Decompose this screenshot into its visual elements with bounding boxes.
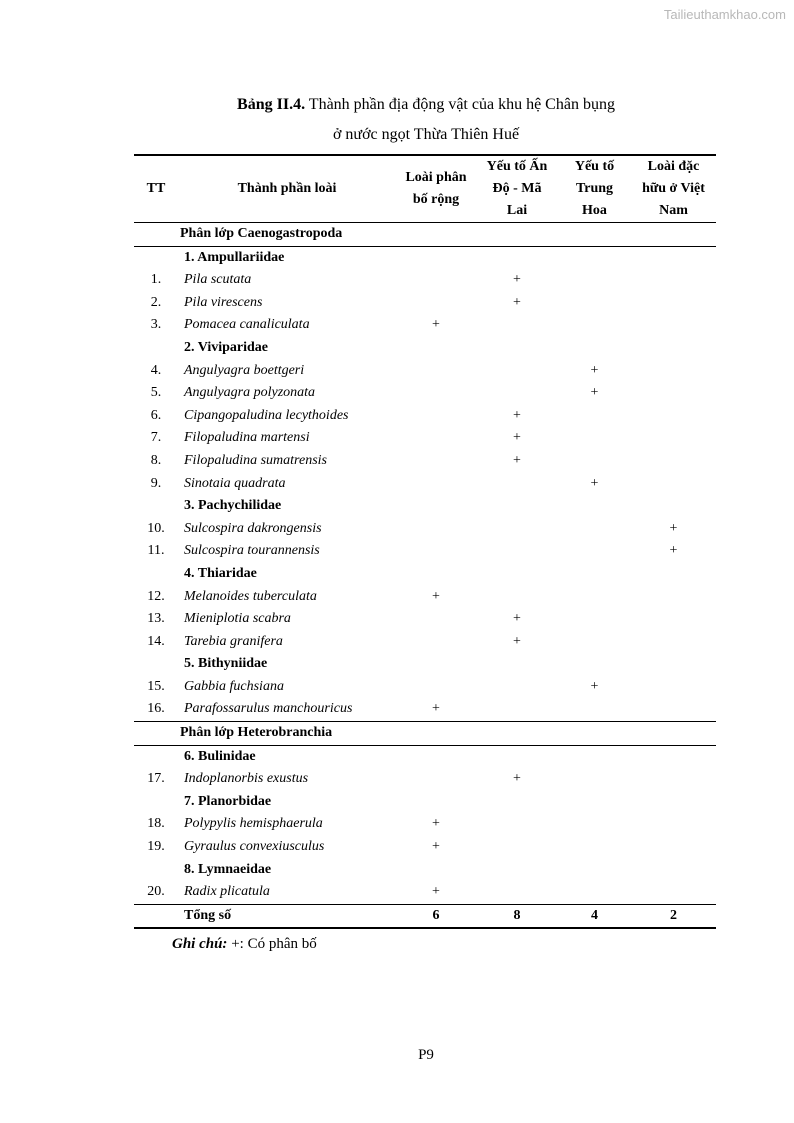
note-label: Ghi chú: — [172, 936, 228, 952]
cell-indo-malay — [476, 836, 558, 859]
table-row — [134, 360, 716, 383]
header-endemic-l2: hữu ở Việt — [642, 181, 705, 196]
family-c2 — [476, 246, 558, 269]
species-number: 1. — [150, 272, 162, 288]
family-c4 — [631, 745, 716, 768]
family-c2 — [476, 653, 558, 676]
cell-widespread: + — [432, 317, 440, 333]
family-c4 — [631, 495, 716, 518]
cell-indo-malay — [476, 698, 558, 721]
species-name: Polypylis hemisphaerula — [184, 816, 323, 832]
cell-indo-malay — [476, 881, 558, 904]
header-china-l1: Yếu tố — [574, 159, 615, 174]
family-c1 — [396, 337, 476, 360]
table-row — [134, 676, 716, 699]
species-name: Mieniplotia scabra — [184, 611, 291, 627]
cell-endemic — [631, 768, 716, 791]
cell-china — [558, 608, 631, 631]
cell-endemic — [631, 631, 716, 654]
header-endemic-l3: Nam — [659, 203, 688, 218]
header-tt: TT — [134, 155, 178, 223]
family-c1 — [396, 745, 476, 768]
family-name: 2. Viviparidae — [184, 339, 269, 355]
header-endemic-l1: Loài đặc — [647, 159, 700, 174]
family-row — [134, 563, 716, 586]
cell-indo-malay: + — [513, 771, 521, 787]
cell-china — [558, 405, 631, 428]
cell-china: + — [590, 385, 599, 401]
cell-widespread: + — [432, 884, 440, 900]
cell-endemic: + — [669, 520, 678, 536]
cell-indo-malay: + — [513, 272, 521, 288]
cell-china — [558, 836, 631, 859]
family-tt — [134, 745, 178, 768]
species-name: Sulcospira tourannensis — [184, 543, 320, 559]
cell-china — [558, 540, 631, 563]
header-indo-malay-l3: Lai — [506, 203, 528, 218]
family-c3 — [558, 337, 631, 360]
watermark: Tailieuthamkhao.com — [663, 7, 786, 22]
cell-widespread: + — [432, 701, 440, 717]
cell-widespread — [396, 269, 476, 292]
cell-endemic — [631, 314, 716, 337]
cell-widespread — [396, 473, 476, 496]
total-row — [134, 904, 716, 928]
cell-indo-malay — [476, 314, 558, 337]
family-name: 4. Thiaridae — [184, 565, 257, 581]
family-tt — [134, 495, 178, 518]
cell-china: + — [590, 362, 599, 378]
table-title-text: Thành phần địa động vật của khu hệ Chân bụng — [308, 96, 615, 113]
table-title-number: Bảng II.4. — [237, 96, 306, 113]
subclass-name: Phân lớp Heterobranchia — [178, 722, 396, 746]
species-name: Tarebia granifera — [184, 633, 283, 649]
family-c3 — [558, 859, 631, 882]
subclass-c2 — [476, 223, 558, 247]
family-c3 — [558, 563, 631, 586]
family-c2 — [476, 859, 558, 882]
species-number: 7. — [150, 430, 162, 446]
header-china-l3: Hoa — [582, 203, 607, 218]
cell-endemic — [631, 881, 716, 904]
species-name: Pila virescens — [184, 294, 263, 310]
cell-endemic — [631, 292, 716, 315]
cell-endemic — [631, 405, 716, 428]
cell-endemic — [631, 836, 716, 859]
cell-china — [558, 518, 631, 541]
species-number: 12. — [147, 588, 165, 604]
cell-widespread: + — [432, 816, 440, 832]
species-number: 10. — [147, 520, 165, 536]
family-c1 — [396, 791, 476, 814]
table-row — [134, 292, 716, 315]
species-name: Gabbia fuchsiana — [184, 678, 284, 694]
family-c4 — [631, 859, 716, 882]
cell-indo-malay: + — [513, 407, 521, 423]
cell-widespread: + — [432, 588, 440, 604]
family-tt — [134, 563, 178, 586]
species-name: Gyraulus convexiusculus — [184, 839, 325, 855]
species-name: Angulyagra polyzonata — [184, 385, 316, 401]
cell-widespread — [396, 768, 476, 791]
cell-widespread — [396, 518, 476, 541]
cell-endemic — [631, 382, 716, 405]
cell-widespread — [396, 360, 476, 383]
family-name: 8. Lymnaeidae — [184, 861, 272, 877]
species-number: 19. — [147, 839, 165, 855]
header-china-l2: Trung — [575, 181, 614, 196]
subclass-name: Phân lớp Caenogastropoda — [178, 223, 396, 247]
header-indo-malay-l1: Yếu tố Ấn — [486, 159, 548, 174]
family-c1 — [396, 563, 476, 586]
cell-indo-malay: + — [513, 633, 521, 649]
species-number: 17. — [147, 771, 165, 787]
species-number: 4. — [150, 362, 162, 378]
family-row — [134, 791, 716, 814]
species-name: Sulcospira dakrongensis — [184, 520, 322, 536]
cell-indo-malay — [476, 676, 558, 699]
header-indo-malay — [476, 155, 558, 223]
header-widespread-l1: Loài phân — [405, 170, 467, 185]
species-number: 8. — [150, 452, 162, 468]
species-number: 18. — [147, 816, 165, 832]
table-row — [134, 540, 716, 563]
cell-endemic: + — [669, 543, 678, 559]
subclass-c1 — [396, 722, 476, 746]
species-number: 3. — [150, 317, 162, 333]
subclass-row — [134, 722, 716, 746]
family-c1 — [396, 653, 476, 676]
subclass-row — [134, 223, 716, 247]
cell-endemic — [631, 473, 716, 496]
table-row — [134, 881, 716, 904]
cell-china — [558, 881, 631, 904]
header-widespread — [396, 155, 476, 223]
family-c2 — [476, 791, 558, 814]
species-number: 9. — [150, 475, 162, 491]
header-endemic — [631, 155, 716, 223]
species-name: Pila scutata — [184, 272, 252, 288]
species-table — [134, 154, 716, 929]
cell-china — [558, 292, 631, 315]
species-name: Parafossarulus manchouricus — [184, 701, 353, 717]
total-china: 4 — [558, 904, 631, 928]
family-row — [134, 745, 716, 768]
table-header-row — [134, 155, 716, 223]
header-widespread-l2: bố rộng — [412, 192, 460, 207]
table-title-line2: ở nước ngọt Thừa Thiên Huế — [332, 126, 520, 143]
cell-china — [558, 698, 631, 721]
cell-widespread — [396, 608, 476, 631]
table-row — [134, 631, 716, 654]
cell-indo-malay: + — [513, 452, 521, 468]
species-name: Filopaludina sumatrensis — [184, 452, 327, 468]
family-c4 — [631, 337, 716, 360]
cell-endemic — [631, 269, 716, 292]
cell-endemic — [631, 698, 716, 721]
cell-endemic — [631, 450, 716, 473]
cell-widespread — [396, 405, 476, 428]
species-number: 6. — [150, 407, 162, 423]
family-c4 — [631, 653, 716, 676]
family-tt — [134, 791, 178, 814]
family-tt — [134, 653, 178, 676]
cell-china — [558, 768, 631, 791]
species-number: 2. — [150, 294, 162, 310]
subclass-tt — [134, 223, 178, 247]
cell-endemic — [631, 608, 716, 631]
page-number: P9 — [418, 1047, 434, 1063]
table-row — [134, 473, 716, 496]
family-c4 — [631, 246, 716, 269]
family-c4 — [631, 791, 716, 814]
family-c3 — [558, 791, 631, 814]
species-name: Angulyagra boettgeri — [184, 362, 305, 378]
table-row — [134, 450, 716, 473]
cell-china — [558, 631, 631, 654]
table-title — [0, 96, 794, 114]
table-row — [134, 608, 716, 631]
cell-indo-malay: + — [513, 611, 521, 627]
subclass-c1 — [396, 223, 476, 247]
cell-indo-malay — [476, 382, 558, 405]
family-c1 — [396, 246, 476, 269]
total-indo-malay: 8 — [476, 904, 558, 928]
table-row — [134, 314, 716, 337]
total-endemic: 2 — [631, 904, 716, 928]
family-name: 3. Pachychilidae — [184, 498, 282, 514]
family-c2 — [476, 495, 558, 518]
subclass-c4 — [631, 223, 716, 247]
subclass-c2 — [476, 722, 558, 746]
cell-widespread: + — [432, 839, 440, 855]
species-number: 20. — [147, 884, 165, 900]
species-number: 13. — [147, 611, 165, 627]
cell-widespread — [396, 540, 476, 563]
cell-china — [558, 813, 631, 836]
cell-indo-malay — [476, 360, 558, 383]
table-row — [134, 518, 716, 541]
family-tt — [134, 337, 178, 360]
cell-endemic — [631, 360, 716, 383]
cell-indo-malay — [476, 540, 558, 563]
family-row — [134, 337, 716, 360]
table-row — [134, 698, 716, 721]
family-name: 1. Ampullariidae — [184, 249, 285, 265]
header-indo-malay-l2: Độ - Mã — [492, 181, 542, 196]
cell-widespread — [396, 292, 476, 315]
family-row — [134, 495, 716, 518]
cell-china — [558, 269, 631, 292]
family-c2 — [476, 337, 558, 360]
cell-indo-malay: + — [513, 430, 521, 446]
cell-china — [558, 450, 631, 473]
table-row — [134, 836, 716, 859]
species-number: 5. — [150, 385, 162, 401]
family-c3 — [558, 495, 631, 518]
cell-widespread — [396, 382, 476, 405]
subclass-c4 — [631, 722, 716, 746]
family-name: 7. Planorbidae — [184, 793, 272, 809]
cell-indo-malay — [476, 473, 558, 496]
cell-widespread — [396, 450, 476, 473]
header-china — [558, 155, 631, 223]
family-c3 — [558, 246, 631, 269]
family-row — [134, 653, 716, 676]
family-c3 — [558, 653, 631, 676]
cell-endemic — [631, 676, 716, 699]
family-c3 — [558, 745, 631, 768]
total-label: Tổng số — [178, 904, 396, 928]
note-text: +: Có phân bố — [227, 936, 317, 952]
species-name: Sinotaia quadrata — [184, 475, 286, 491]
family-tt — [134, 859, 178, 882]
species-name: Radix plicatula — [184, 884, 270, 900]
cell-indo-malay — [476, 518, 558, 541]
cell-china: + — [590, 678, 599, 694]
family-tt — [134, 246, 178, 269]
species-name: Cipangopaludina lecythoides — [184, 407, 349, 423]
species-number: 16. — [147, 701, 165, 717]
species-name: Pomacea canaliculata — [184, 317, 310, 333]
table-note — [172, 936, 317, 953]
table-row — [134, 427, 716, 450]
subclass-tt — [134, 722, 178, 746]
family-name: 6. Bulinidae — [184, 748, 256, 764]
family-c2 — [476, 563, 558, 586]
table-row — [134, 768, 716, 791]
cell-china — [558, 586, 631, 609]
table-row — [134, 405, 716, 428]
species-name: Indoplanorbis exustus — [184, 771, 309, 787]
total-tt — [134, 904, 178, 928]
species-number: 15. — [147, 678, 165, 694]
cell-indo-malay: + — [513, 294, 521, 310]
table-row — [134, 813, 716, 836]
cell-endemic — [631, 427, 716, 450]
subclass-c3 — [558, 722, 631, 746]
cell-widespread — [396, 631, 476, 654]
cell-widespread — [396, 676, 476, 699]
cell-endemic — [631, 813, 716, 836]
family-c2 — [476, 745, 558, 768]
species-number: 14. — [147, 633, 165, 649]
cell-china: + — [590, 475, 599, 491]
family-row — [134, 246, 716, 269]
table-row — [134, 382, 716, 405]
subclass-c3 — [558, 223, 631, 247]
cell-china — [558, 314, 631, 337]
header-name: Thành phần loài — [178, 155, 396, 223]
family-c1 — [396, 859, 476, 882]
family-name: 5. Bithyniidae — [184, 656, 268, 672]
total-widespread: 6 — [396, 904, 476, 928]
cell-china — [558, 427, 631, 450]
family-row — [134, 859, 716, 882]
cell-indo-malay — [476, 813, 558, 836]
table-row — [134, 586, 716, 609]
cell-endemic — [631, 586, 716, 609]
species-name: Filopaludina martensi — [184, 430, 310, 446]
species-number: 11. — [147, 543, 165, 559]
cell-widespread — [396, 427, 476, 450]
family-c4 — [631, 563, 716, 586]
table-row — [134, 269, 716, 292]
cell-indo-malay — [476, 586, 558, 609]
species-name: Melanoides tuberculata — [184, 588, 317, 604]
family-c1 — [396, 495, 476, 518]
